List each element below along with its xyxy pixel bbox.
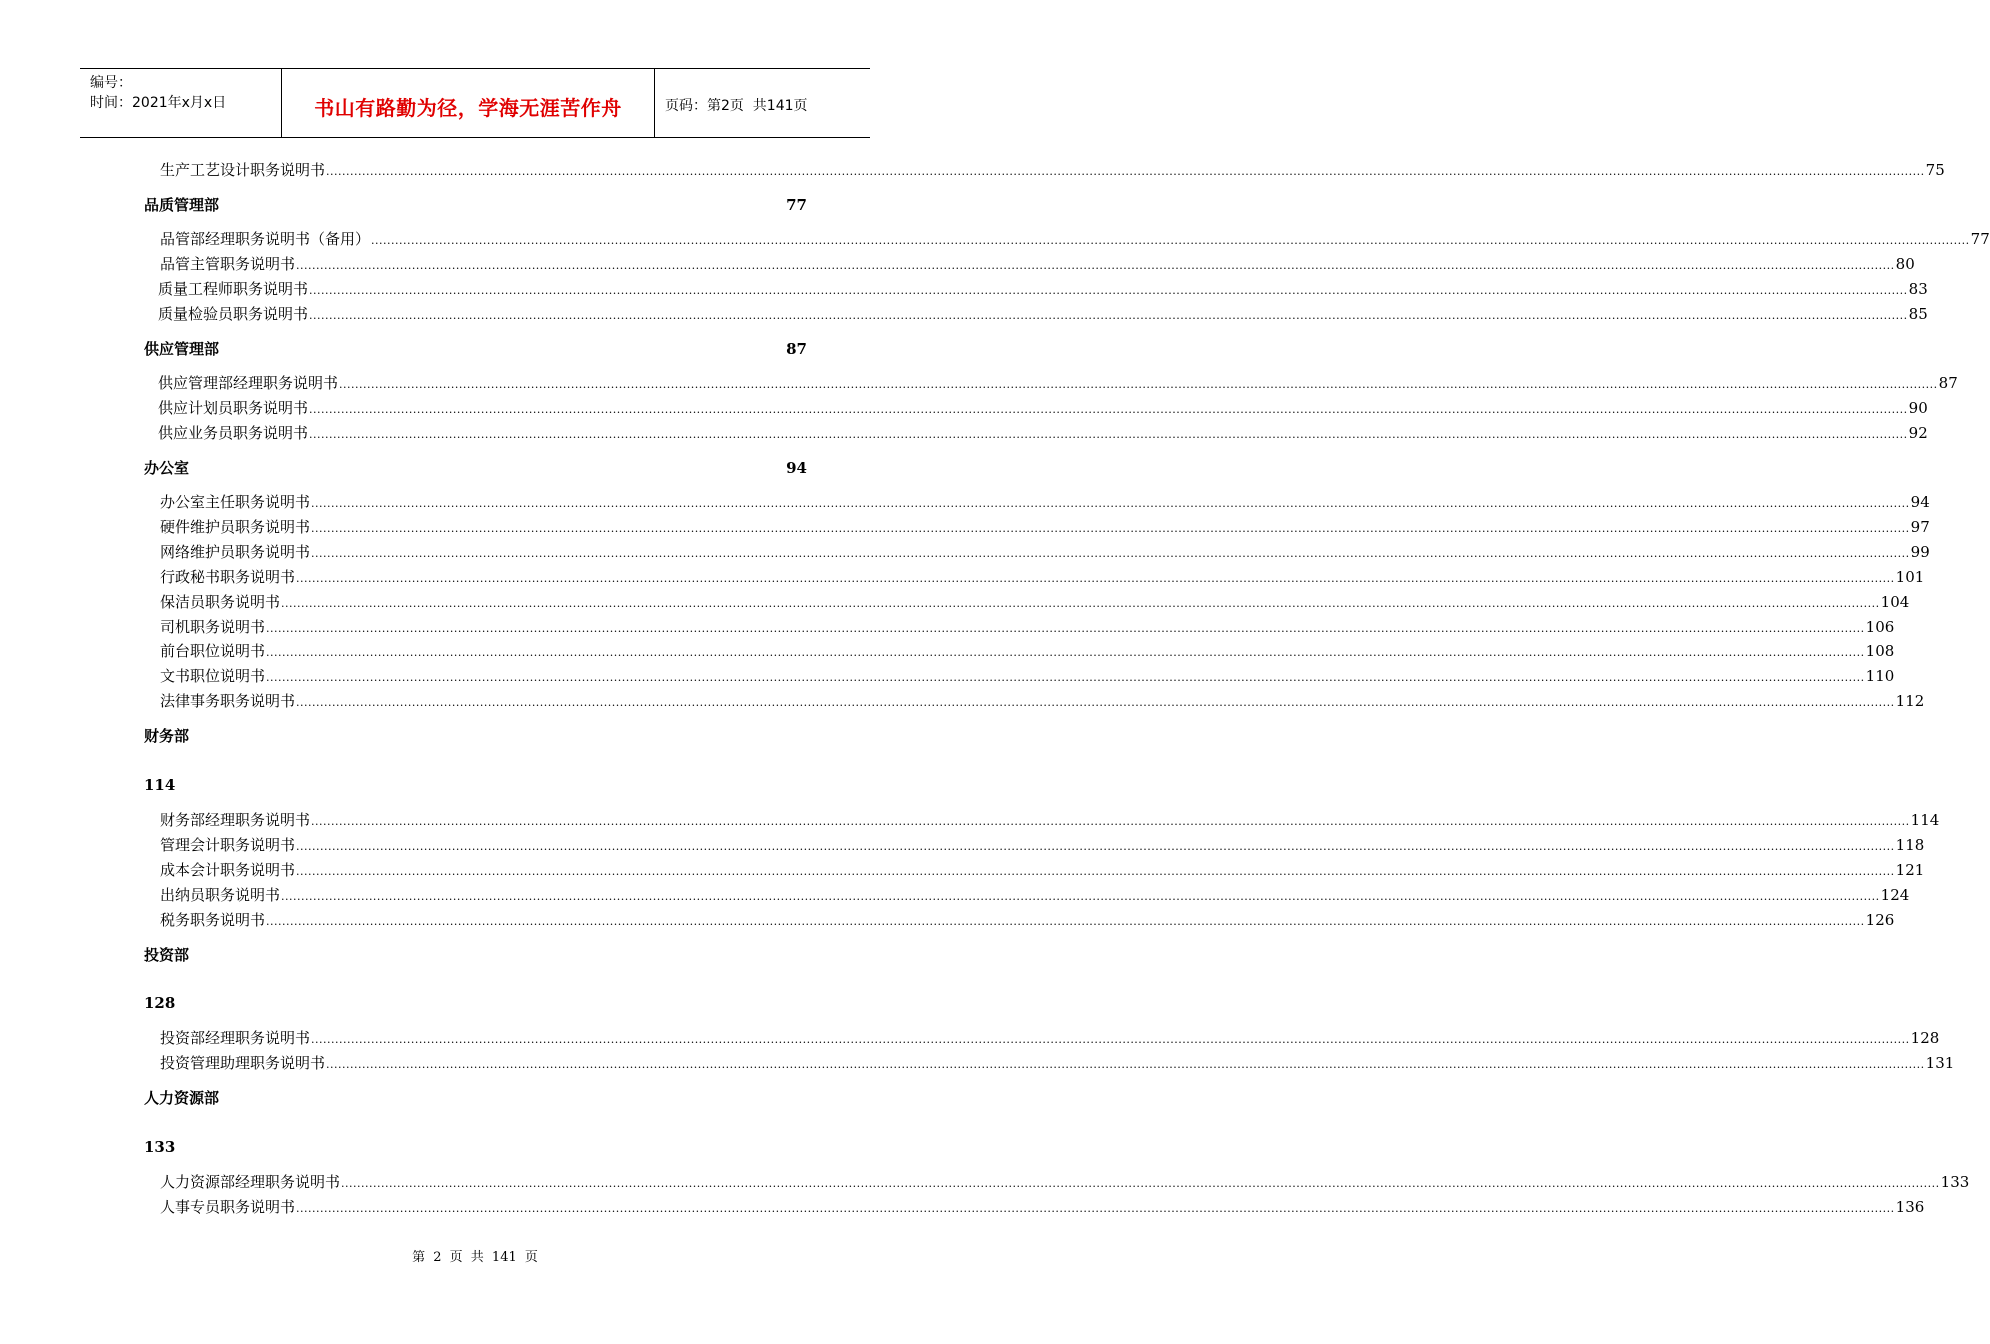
toc-section-title: 供应管理部 [144, 340, 220, 358]
header-page-info: 页码：第2页 共141页 [665, 98, 808, 114]
toc-leader-dots: ................................................................................................................................................................................................................................................................................................................................................................................................................ [266, 671, 1865, 684]
toc-entry-page: 87 [1938, 374, 1958, 392]
toc-section-title: 品质管理部 [144, 196, 220, 214]
toc-entry[interactable] [160, 639, 1895, 664]
toc-entry[interactable] [160, 908, 1895, 933]
toc-entry-page: 85 [1908, 305, 1928, 323]
toc-leader-dots: ................................................................................................................................................................................................................................................................................................................................................................................................................ [281, 597, 1880, 610]
toc-entry[interactable] [160, 615, 1895, 640]
toc-entry[interactable] [160, 833, 1925, 858]
toc-section-page: 87 [786, 340, 807, 358]
toc-entry-page: 114 [1910, 811, 1940, 829]
toc-leader-dots: ................................................................................................................................................................................................................................................................................................................................................................................................................ [311, 547, 1910, 560]
toc-entry[interactable] [160, 515, 1930, 540]
toc-entry[interactable] [158, 277, 1928, 302]
toc-entry-label: 品管主管职务说明书 [160, 255, 296, 273]
toc-entry-page: 83 [1908, 280, 1928, 298]
toc-entry-page: 99 [1910, 543, 1930, 561]
toc-entry[interactable] [160, 252, 1915, 277]
toc-entry-label: 保洁员职务说明书 [160, 593, 281, 611]
toc-entry-page: 97 [1910, 518, 1930, 536]
toc-entry[interactable] [158, 421, 1928, 446]
toc-section-heading[interactable] [144, 193, 807, 217]
toc-entry[interactable] [158, 302, 1928, 327]
toc-leader-dots: ................................................................................................................................................................................................................................................................................................................................................................................................................ [266, 622, 1865, 635]
toc-leader-dots: ................................................................................................................................................................................................................................................................................................................................................................................................................ [311, 497, 1910, 510]
toc-entry-label: 网络维护员职务说明书 [160, 543, 311, 561]
toc-section-heading[interactable] [144, 724, 807, 748]
toc-entry-page: 80 [1895, 255, 1915, 273]
toc-section-title: 人力资源部 [144, 1089, 220, 1107]
toc-leader-dots: ................................................................................................................................................................................................................................................................................................................................................................................................................ [311, 522, 1910, 535]
toc-section-page: 94 [786, 459, 807, 477]
toc-section-heading[interactable] [144, 337, 807, 361]
toc-section-heading[interactable] [144, 456, 807, 480]
toc-leader-dots: ................................................................................................................................................................................................................................................................................................................................................................................................................ [326, 165, 1925, 178]
toc-leader-dots: ................................................................................................................................................................................................................................................................................................................................................................................................................ [309, 428, 1908, 441]
toc-entry-page: 92 [1908, 424, 1928, 442]
toc-entry[interactable] [160, 565, 1925, 590]
toc-entry[interactable] [160, 1195, 1925, 1220]
toc-leader-dots: ................................................................................................................................................................................................................................................................................................................................................................................................................ [296, 259, 1895, 272]
toc-entry-label: 成本会计职务说明书 [160, 861, 296, 879]
toc-entry-page: 131 [1925, 1054, 1955, 1072]
toc-entry-page: 136 [1895, 1198, 1925, 1216]
toc-section-heading[interactable] [144, 943, 807, 967]
toc-entry[interactable] [160, 664, 1895, 689]
toc-leader-dots: ................................................................................................................................................................................................................................................................................................................................................................................................................ [309, 403, 1908, 416]
number-label: 编号： [90, 75, 132, 91]
toc-entry-page: 128 [1910, 1029, 1940, 1047]
toc-leader-dots: ................................................................................................................................................................................................................................................................................................................................................................................................................ [341, 1177, 1940, 1190]
toc-entry[interactable] [160, 158, 1945, 183]
toc-entry[interactable] [160, 540, 1930, 565]
toc-leader-dots: ................................................................................................................................................................................................................................................................................................................................................................................................................ [296, 572, 1895, 585]
toc-entry-label: 供应业务员职务说明书 [158, 424, 309, 442]
toc-leader-dots: ................................................................................................................................................................................................................................................................................................................................................................................................................ [339, 378, 1938, 391]
toc-entry[interactable] [160, 1051, 1955, 1076]
toc-entry-label: 质量检验员职务说明书 [158, 305, 309, 323]
date-label: 时间：2021年x月x日 [90, 95, 227, 111]
toc-leader-dots: ................................................................................................................................................................................................................................................................................................................................................................................................................ [326, 1058, 1925, 1071]
toc-leader-dots: ................................................................................................................................................................................................................................................................................................................................................................................................................ [309, 309, 1908, 322]
toc-entry-label: 投资部经理职务说明书 [160, 1029, 311, 1047]
toc-entry-label: 人事专员职务说明书 [160, 1198, 296, 1216]
toc-leader-dots: ................................................................................................................................................................................................................................................................................................................................................................................................................ [266, 915, 1865, 928]
toc-entry-label: 供应计划员职务说明书 [158, 399, 309, 417]
toc-entry-label: 生产工艺设计职务说明书 [160, 161, 326, 179]
toc-entry-label: 人力资源部经理职务说明书 [160, 1173, 341, 1191]
toc-entry-page: 121 [1895, 861, 1925, 879]
header-meta [80, 69, 282, 137]
toc-entry-label: 管理会计职务说明书 [160, 836, 296, 854]
toc-entry-label: 法律事务职务说明书 [160, 692, 296, 710]
toc-entry-label: 司机职务说明书 [160, 618, 266, 636]
toc-entry[interactable] [160, 808, 1940, 833]
toc-entry-label: 供应管理部经理职务说明书 [158, 374, 339, 392]
toc-entry[interactable] [160, 858, 1925, 883]
toc-section-title: 办公室 [144, 459, 190, 477]
toc-entry[interactable] [158, 396, 1928, 421]
toc-entry-label: 文书职位说明书 [160, 667, 266, 685]
toc-entry-page: 108 [1865, 642, 1895, 660]
toc-entry-page: 77 [1970, 230, 1990, 248]
page-footer: 第 2 页 共 141 页 [412, 1250, 538, 1265]
toc-entry-page: 133 [1940, 1173, 1970, 1191]
toc-entry-label: 硬件维护员职务说明书 [160, 518, 311, 536]
toc-leader-dots: ................................................................................................................................................................................................................................................................................................................................................................................................................ [266, 646, 1865, 659]
toc-leader-dots: ................................................................................................................................................................................................................................................................................................................................................................................................................ [296, 840, 1895, 853]
toc-section-title: 投资部 [144, 946, 190, 964]
toc-entry[interactable] [160, 490, 1930, 515]
toc-section-heading[interactable] [144, 1086, 807, 1110]
toc-leader-dots: ................................................................................................................................................................................................................................................................................................................................................................................................................ [296, 865, 1895, 878]
toc-entry-label: 投资管理助理职务说明书 [160, 1054, 326, 1072]
toc-entry-page: 75 [1925, 161, 1945, 179]
toc-entry-page: 112 [1895, 692, 1925, 710]
toc-entry-label: 财务部经理职务说明书 [160, 811, 311, 829]
toc-entry[interactable] [160, 227, 1990, 252]
toc-leader-dots: ................................................................................................................................................................................................................................................................................................................................................................................................................ [309, 284, 1908, 297]
toc-entry-page: 101 [1895, 568, 1925, 586]
toc-entry-page: 124 [1880, 886, 1910, 904]
toc-section-page: 77 [786, 196, 807, 214]
toc-leader-dots: ................................................................................................................................................................................................................................................................................................................................................................................................................ [311, 1033, 1910, 1046]
toc-entry-page: 90 [1908, 399, 1928, 417]
toc-entry-label: 税务职务说明书 [160, 911, 266, 929]
toc-entry-label: 出纳员职务说明书 [160, 886, 281, 904]
toc-entry-label: 品管部经理职务说明书（备用） [160, 230, 371, 248]
toc-entry-page: 106 [1865, 618, 1895, 636]
toc-entry[interactable] [160, 1026, 1940, 1051]
toc-entry-page: 94 [1910, 493, 1930, 511]
toc-entry-label: 行政秘书职务说明书 [160, 568, 296, 586]
toc-entry-page: 110 [1865, 667, 1895, 685]
toc-section-page: 133 [144, 1138, 176, 1156]
header-motto: 书山有路勤为径，学海无涯苦作舟 [282, 69, 655, 137]
toc-entry-page: 118 [1895, 836, 1925, 854]
toc-leader-dots: ................................................................................................................................................................................................................................................................................................................................................................................................................ [296, 1202, 1895, 1215]
toc-section-page: 128 [144, 994, 176, 1012]
toc-entry-label: 前台职位说明书 [160, 642, 266, 660]
toc-leader-dots: ................................................................................................................................................................................................................................................................................................................................................................................................................ [281, 890, 1880, 903]
toc-entry-page: 126 [1865, 911, 1895, 929]
toc-entry-page: 104 [1880, 593, 1910, 611]
toc-entry[interactable] [160, 883, 1910, 908]
toc-entry[interactable] [158, 371, 1958, 396]
toc-leader-dots: ................................................................................................................................................................................................................................................................................................................................................................................................................ [296, 696, 1895, 709]
page-header [80, 68, 870, 138]
toc-entry-label: 质量工程师职务说明书 [158, 280, 309, 298]
toc-leader-dots: ................................................................................................................................................................................................................................................................................................................................................................................................................ [311, 815, 1910, 828]
toc-entry-label: 办公室主任职务说明书 [160, 493, 311, 511]
toc-entry[interactable] [160, 590, 1910, 615]
toc-entry[interactable] [160, 689, 1925, 714]
toc-section-title: 财务部 [144, 727, 190, 745]
toc-entry[interactable] [160, 1170, 1970, 1195]
toc-section-page: 114 [144, 776, 176, 794]
toc-leader-dots: ................................................................................................................................................................................................................................................................................................................................................................................................................ [371, 234, 1970, 247]
